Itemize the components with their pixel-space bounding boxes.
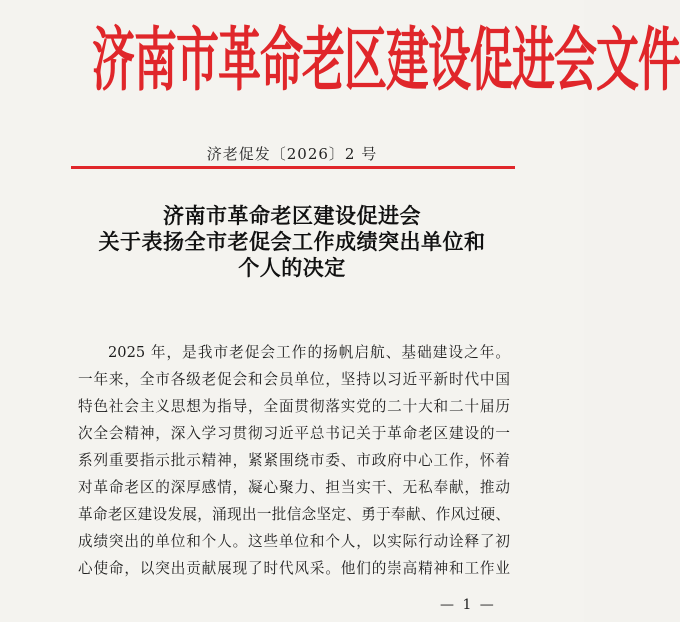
document-title-line-2: 关于表扬全市老促会工作成绩突出单位和 [98, 229, 486, 254]
document-number: 济老促发〔2026〕2 号 [206, 145, 378, 163]
body-line-2: 一年来，全市各级老促会和会员单位，坚持以习近平新时代中国 [78, 371, 510, 388]
body-line-5: 系列重要指示批示精神，紧紧围绕市委、市政府中心工作，怀着 [78, 452, 510, 469]
body-line-9: 心使命，以突出贡献展现了时代风采。他们的崇高精神和工作业 [78, 560, 510, 577]
document-header-title: 济南市革命老区建设促进会文件 [92, 21, 680, 101]
document-title-line-1: 济南市革命老区建设促进会 [163, 203, 421, 228]
page-number: — 1 — [440, 597, 496, 613]
body-line-3: 特色社会主义思想为指导，全面贯彻落实党的二十大和二十届历 [78, 398, 510, 415]
body-line-7: 革命老区建设发展，涌现出一批信念坚定、勇于奉献、作风过硬、 [78, 506, 510, 523]
body-line-4: 次全会精神，深入学习贯彻习近平总书记关于革命老区建设的一 [78, 425, 510, 442]
body-line-8: 成绩突出的单位和个人。这些单位和个人，以实际行动诠释了初 [78, 533, 510, 550]
red-divider-line [71, 166, 515, 169]
document-title-line-3: 个人的决定 [238, 255, 346, 280]
body-line-1: 2025 年，是我市老促会工作的扬帆启航、基础建设之年。 [108, 344, 510, 361]
body-line-6: 对革命老区的深厚感情，凝心聚力、担当实干、无私奉献，推动 [78, 479, 510, 496]
